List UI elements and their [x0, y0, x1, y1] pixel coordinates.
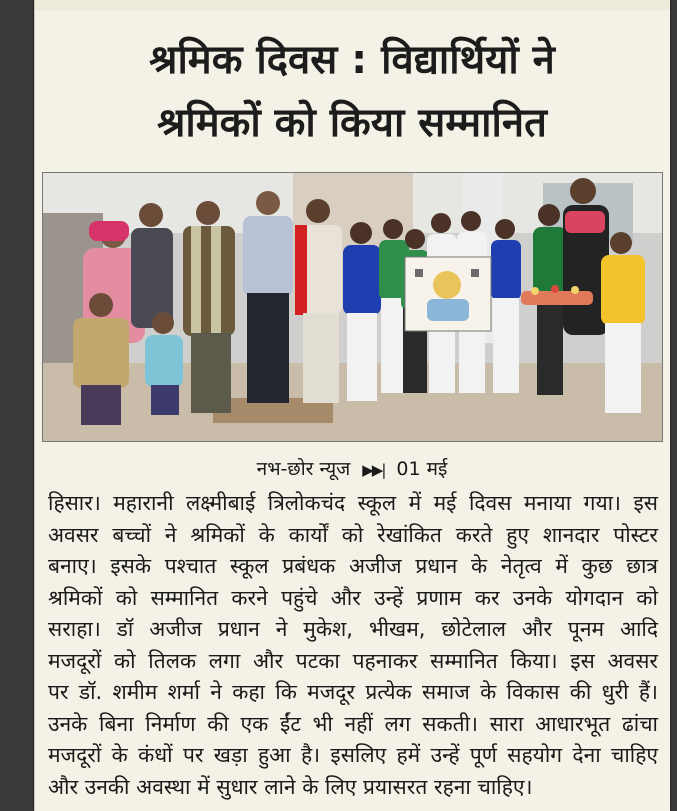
- article-body: [48, 488, 658, 803]
- body-line: मजदूरों के कंधों पर खड़ा हुआ है। इसलिए हमें उन्हें पूर्ण सहयोग देना चाहिए: [48, 743, 658, 767]
- body-line: मजदूरों को तिलक लगा और पटका पहनाकर सम्मानित किया। इस अवसर: [48, 648, 658, 673]
- body-line: हिसार। महारानी लक्ष्मीबाई त्रिलोकचंद स्कूल में मई दिवस मनाया गया। इस: [48, 491, 658, 515]
- body-line: सराहा। डॉ अजीज प्रधान ने मुकेश, भीखम, छोटेलाल और पूनम आदि: [48, 617, 658, 641]
- clipping-edge: [34, 0, 35, 811]
- caption-date: 01 मई: [396, 458, 448, 480]
- body-line: पर डॉ. शमीम शर्मा ने कहा कि मजदूर प्रत्येक समाज के विकास की धुरी हैं।: [48, 680, 658, 704]
- photo-caption: [34, 455, 670, 481]
- caption-source: नभ-छोर न्यूज: [256, 458, 351, 480]
- body-line: उनके बिना निर्माण की एक ईंट भी नहीं लग सकती। सारा आधारभूत ढांचा: [48, 711, 658, 736]
- body-line: बनाए। इसके पश्चात स्कूल प्रबंधक अजीज प्रधान के नेतृत्व में कुछ छात्र: [48, 554, 658, 578]
- body-line: श्रमिकों को सम्मानित करने पहुंचे और उन्हें प्रणाम कर उनके योगदान को: [48, 585, 658, 610]
- clipping-top-edge: [34, 0, 670, 10]
- headline-line-2: श्रमिकों को किया सम्मानित: [157, 100, 547, 146]
- body-line: अवसर बच्चों ने श्रमिकों के कार्यों को रेखांकित करते हुए शानदार पोस्टर: [48, 522, 658, 547]
- body-line: और उनकी अवस्था में सुधार लाने के लिए प्रयासरत रहना चाहिए।: [48, 774, 533, 799]
- newspaper-clipping: [34, 0, 670, 811]
- news-photo: [42, 172, 663, 442]
- fast-forward-icon: ▶▶|: [362, 461, 385, 479]
- headline-line-1: श्रमिक दिवस : विद्यार्थियों ने: [149, 37, 555, 83]
